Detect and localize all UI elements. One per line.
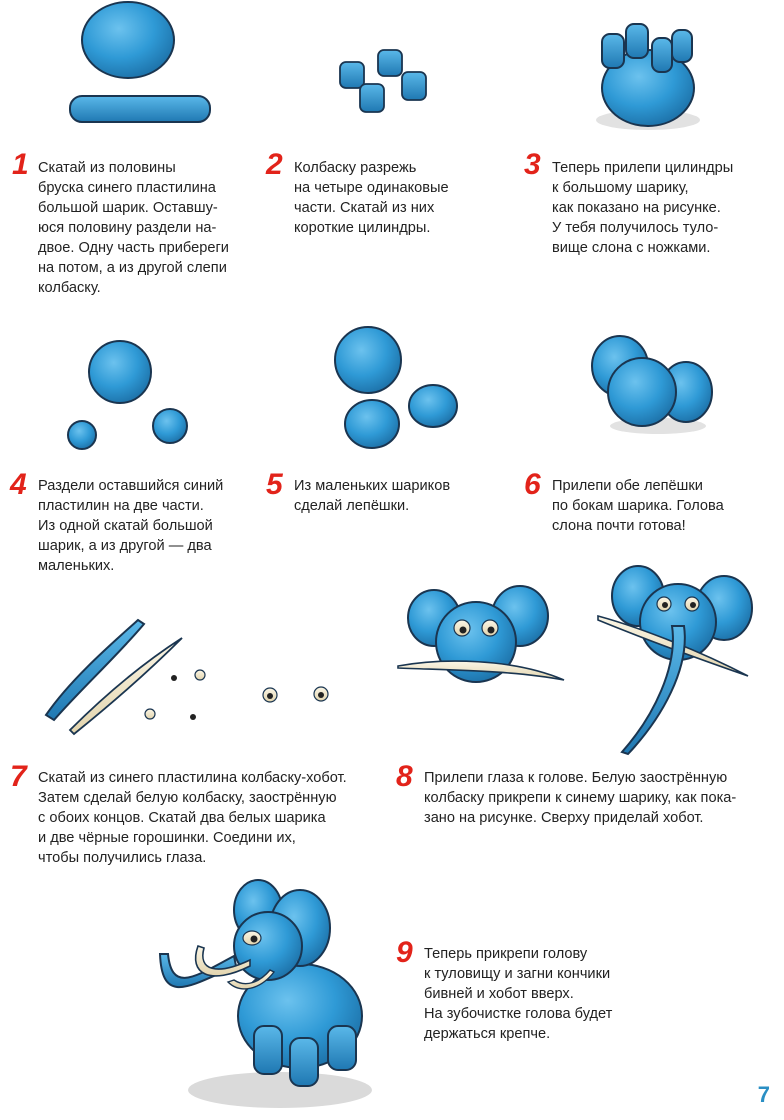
step-8-text: Прилепи глаза к голове. Белую заострённую колбаску прикрепи к синему шарику, как пока- зано на рисунке. Сверху приделай хобот. — [424, 770, 737, 826]
step-3-number: 3 — [524, 148, 541, 181]
step-3-illustration — [588, 20, 708, 140]
step-8-number: 8 — [396, 760, 413, 793]
step-6-illustration — [588, 330, 728, 440]
step-2-illustration — [330, 44, 440, 124]
step-2-number: 2 — [266, 148, 283, 181]
step-9-text: Теперь прикрепи голову к туловищу и загни кончики бивней и хобот вверх. На зубочистке голова будет держаться крепче. — [424, 946, 613, 1042]
step-4-number: 4 — [10, 468, 27, 501]
step-1-number: 1 — [12, 148, 29, 181]
step-8-illustration — [392, 556, 762, 756]
page-number: 7 — [757, 1082, 770, 1107]
step-5-number: 5 — [266, 468, 283, 501]
step-6-number: 6 — [524, 468, 541, 501]
step-5-illustration — [318, 324, 468, 454]
step-5-text: Из маленьких шариков сделай лепёшки. — [294, 478, 451, 514]
step-6-text: Прилепи обе лепёшки по бокам шарика. Голова слона почти готова! — [552, 478, 724, 534]
step-7-illustration — [40, 610, 360, 740]
step-9-illustration — [150, 876, 380, 1111]
step-1-text: Скатай из половины бруска синего пластилина большой шарик. Оставшу- юся половину раздели на- двое. Одну часть прибереги на потом, а из другой слепи колбаску. — [38, 160, 229, 296]
step-1-illustration — [60, 0, 230, 140]
step-7-text: Скатай из синего пластилина колбаску-хобот. Затем сделай белую колбаску, заострённую с обоих концов. Скатай два белых шарика и две чёрные горошинки. Соедини их, чтобы получились глаза. — [38, 770, 347, 866]
step-7-number: 7 — [10, 760, 27, 793]
step-4-illustration — [62, 338, 202, 458]
step-2-text: Колбаску разрежь на четыре одинаковые части. Скатай из них короткие цилиндры. — [294, 160, 449, 236]
step-3-text: Теперь прилепи цилиндры к большому шарику, как показано на рисунке. У тебя получилось туло- вище слона с ножками. — [552, 160, 734, 256]
step-9-number: 9 — [396, 936, 413, 969]
step-4-text: Раздели оставшийся синий пластилин на две части. Из одной скатай большой шарик, а из другой — два маленьких. — [38, 478, 224, 574]
